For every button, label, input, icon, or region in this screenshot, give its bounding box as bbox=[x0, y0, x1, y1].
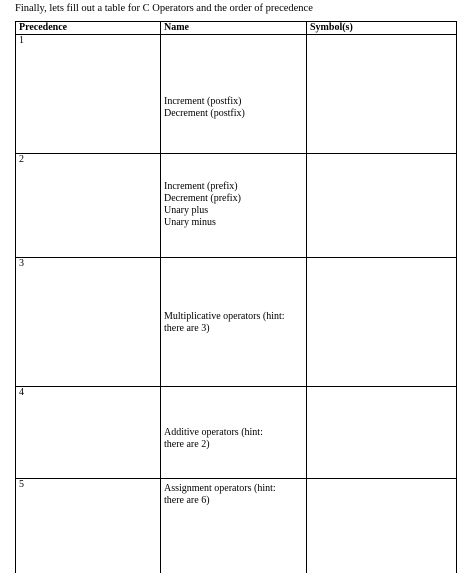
header-precedence: Precedence bbox=[16, 22, 161, 35]
precedence-cell: 4 bbox=[16, 387, 161, 479]
name-cell bbox=[161, 154, 307, 258]
name-line: there are 3) bbox=[164, 323, 210, 334]
precedence-cell: 3 bbox=[16, 258, 161, 387]
name-cell bbox=[161, 479, 307, 574]
table-row bbox=[16, 258, 457, 387]
symbols-cell[interactable] bbox=[307, 479, 457, 574]
symbols-cell[interactable] bbox=[307, 35, 457, 154]
name-line: Decrement (postfix) bbox=[164, 108, 245, 119]
table-header-row bbox=[16, 22, 457, 35]
name-cell bbox=[161, 387, 307, 479]
precedence-table bbox=[15, 21, 457, 573]
table-row bbox=[16, 35, 457, 154]
precedence-cell: 5 bbox=[16, 479, 161, 574]
name-line: there are 6) bbox=[164, 495, 210, 506]
name-line: Multiplicative operators (hint: bbox=[164, 311, 285, 322]
name-line: Assignment operators (hint: bbox=[164, 483, 276, 494]
table-row bbox=[16, 479, 457, 574]
table-row bbox=[16, 154, 457, 258]
table-row bbox=[16, 387, 457, 479]
name-line: Decrement (prefix) bbox=[164, 193, 241, 204]
intro-text: Finally, lets fill out a table for C Operators and the order of precedence bbox=[15, 3, 313, 14]
name-line: there are 2) bbox=[164, 439, 210, 450]
name-line: Unary plus bbox=[164, 205, 209, 216]
name-line: Unary minus bbox=[164, 217, 216, 228]
name-cell bbox=[161, 35, 307, 154]
name-line: Increment (postfix) bbox=[164, 96, 242, 107]
symbols-cell[interactable] bbox=[307, 258, 457, 387]
precedence-cell: 2 bbox=[16, 154, 161, 258]
header-name: Name bbox=[161, 22, 307, 35]
symbols-cell[interactable] bbox=[307, 387, 457, 479]
name-line: Increment (prefix) bbox=[164, 181, 238, 192]
header-symbols: Symbol(s) bbox=[307, 22, 457, 35]
precedence-cell: 1 bbox=[16, 35, 161, 154]
name-cell bbox=[161, 258, 307, 387]
name-line: Additive operators (hint: bbox=[164, 427, 263, 438]
symbols-cell[interactable] bbox=[307, 154, 457, 258]
